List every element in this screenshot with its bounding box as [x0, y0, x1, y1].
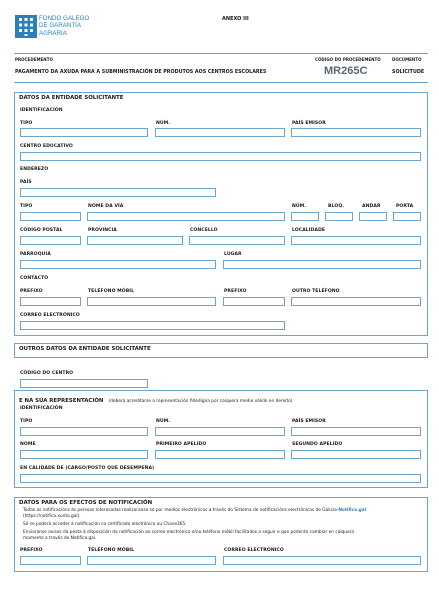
entity-pais-emisor-label: PAÍS EMISOR: [292, 121, 326, 126]
tipo-via-field[interactable]: [20, 212, 81, 221]
representation-header: [19, 393, 292, 405]
contacto-label: CONTACTO: [20, 276, 49, 281]
codigo-postal-field[interactable]: [20, 236, 81, 245]
correo-field[interactable]: [20, 321, 285, 330]
codigo-postal-label: CÓDIGO POSTAL: [20, 228, 63, 233]
localidade-label: LOCALIDADE: [292, 228, 326, 233]
porta-label: PORTA: [396, 204, 414, 209]
centro-educativo-field[interactable]: [20, 152, 421, 161]
entity-tipo-label: TIPO: [20, 121, 33, 126]
outro-telefono-label: OUTRO TELÉFONO: [292, 289, 340, 294]
entity-tipo-field[interactable]: [20, 128, 148, 137]
rep-pais-emisor-label: PAÍS EMISOR: [292, 419, 326, 424]
prefixo-field[interactable]: [20, 297, 81, 306]
rep-primeiro-apelido-label: PRIMEIRO APELIDO: [156, 442, 207, 447]
rep-primeiro-apelido-field[interactable]: [155, 450, 285, 459]
logo-line-1: FONDO GALEGO: [39, 15, 90, 22]
representation-title: E NA SÚA REPRESENTACIÓN: [19, 398, 104, 404]
prefixo-2-field[interactable]: [223, 297, 285, 306]
outro-telefono-field[interactable]: [291, 297, 421, 306]
annex-label: ANEXO III: [222, 16, 249, 22]
provincia-field[interactable]: [87, 236, 183, 245]
localidade-field[interactable]: [291, 236, 421, 245]
andar-label: ANDAR: [362, 204, 381, 209]
logo-text: [39, 15, 89, 37]
correo-label: CORREO ELECTRÓNICO: [20, 313, 80, 318]
logo-mark-icon: [15, 15, 37, 38]
fondo-galego-logo: [15, 15, 37, 38]
prefixo-2-label: PREFIXO: [224, 289, 247, 294]
procedure-title: PAGAMENTO DA AXUDA PARA A SUBMINISTRACIÓN DE PRODUTOS AOS CENTROS ESCOLARES: [15, 70, 267, 75]
provincia-label: PROVINCIA: [88, 228, 117, 233]
codigo-centro-label: CÓDIGO DO CENTRO: [20, 371, 74, 376]
rep-pais-emisor-field[interactable]: [291, 427, 421, 436]
num-via-label: NÚM.: [292, 204, 307, 209]
notifica-link[interactable]: Notifica.gal: [338, 508, 367, 513]
logo-line-2: DE GARANTÍA: [39, 22, 81, 30]
codigo-centro-field[interactable]: [20, 379, 148, 388]
pais-field[interactable]: [20, 188, 216, 197]
bloq-field[interactable]: [325, 212, 353, 221]
lugar-field[interactable]: [223, 260, 421, 269]
andar-field[interactable]: [359, 212, 387, 221]
enderezo-label: ENDEREZO: [20, 167, 49, 172]
notification-text-3a: Enviaranse avisos da posta á disposición da notificación ao correo electrónico e/ou teléfono móbil facilitados a seguir e que poderán cambiar en calquera: [23, 530, 355, 535]
notif-correo-label: CORREO ELECTRÓNICO: [224, 548, 284, 553]
representation-note: (deberá acreditarse a representación fidedigna por calquera medio válido en dereito): [108, 399, 293, 404]
bloq-label: BLOQ.: [328, 204, 345, 209]
notification-text-1b: (https://notifica.xunta.gal).: [23, 514, 81, 519]
document-label: DOCUMENTO: [392, 57, 422, 62]
porta-field[interactable]: [393, 212, 421, 221]
rep-segundo-apelido-field[interactable]: [291, 450, 421, 459]
notif-prefixo-field[interactable]: [20, 556, 81, 565]
notif-telefono-movil-label: TELÉFONO MÓBIL: [88, 548, 135, 553]
other-data-title: OUTROS DATOS DA ENTIDADE SOLICITANTE: [19, 346, 151, 352]
procedure-code-label: CÓDIGO DO PROCEDEMENTO: [315, 57, 381, 62]
entity-section-title: DATOS DA ENTIDADE SOLICITANTE: [19, 95, 124, 101]
lugar-label: LUGAR: [224, 252, 242, 257]
rep-nome-field[interactable]: [20, 450, 148, 459]
notification-title: DATOS PARA OS EFECTOS DE NOTIFICACIÓN: [19, 500, 153, 506]
rep-num-field[interactable]: [155, 427, 285, 436]
nome-via-field[interactable]: [87, 212, 285, 221]
nome-via-label: NOME DA VÍA: [88, 204, 124, 209]
telefono-movil-label: TELÉFONO MÓBIL: [88, 289, 135, 294]
rep-num-label: NÚM.: [156, 419, 171, 424]
rep-tipo-label: TIPO: [20, 419, 33, 424]
notification-text-2: Só se poderá acceder á notificación co certificado electrónico ou Chave365.: [23, 522, 187, 527]
tipo-via-label: TIPO: [20, 204, 33, 209]
parroquia-label: PARROQUIA: [20, 252, 51, 257]
prefixo-label: PREFIXO: [20, 289, 43, 294]
rep-tipo-field[interactable]: [20, 427, 148, 436]
entity-num-field[interactable]: [155, 128, 285, 137]
procedure-block: [14, 53, 428, 83]
entity-identification-label: IDENTIFICACIÓN: [20, 108, 63, 113]
entity-pais-emisor-field[interactable]: [291, 128, 421, 137]
entity-num-label: NÚM.: [156, 121, 171, 126]
rep-calidade-label: EN CALIDADE DE (CARGO/POSTO QUE DESEMPEÑA): [20, 466, 155, 471]
notif-prefixo-label: PREFIXO: [20, 548, 43, 553]
procedure-code: MR265C: [324, 65, 368, 77]
notification-text-1a: Todas as notificacións ás persoas interesadas realizaranse só por medios electrónicos a través do Sistema de notificacións electrónicas de Galicia-: [23, 508, 339, 513]
rep-segundo-apelido-label: SEGUNDO APELIDO: [292, 442, 343, 447]
notification-text-3b: momento a través de Notifica.gal.: [23, 536, 97, 541]
concello-label: CONCELLO: [190, 228, 218, 233]
concello-field[interactable]: [189, 236, 285, 245]
notif-telefono-movil-field[interactable]: [87, 556, 216, 565]
centro-educativo-label: CENTRO EDUCATIVO: [20, 144, 73, 149]
rep-nome-label: NOME: [20, 442, 36, 447]
rep-calidade-field[interactable]: [20, 474, 421, 483]
procedure-label: PROCEDEMENTO: [15, 57, 53, 62]
parroquia-field[interactable]: [20, 260, 216, 269]
num-via-field[interactable]: [291, 212, 319, 221]
pais-label: PAÍS: [20, 180, 32, 185]
rep-identification-label: IDENTIFICACIÓN: [20, 406, 63, 411]
notif-correo-field[interactable]: [223, 556, 421, 565]
document-value: SOLICITUDE: [392, 70, 425, 75]
telefono-movil-field[interactable]: [87, 297, 216, 306]
logo-line-3: AGRARIA: [39, 29, 67, 37]
header: [0, 0, 439, 50]
